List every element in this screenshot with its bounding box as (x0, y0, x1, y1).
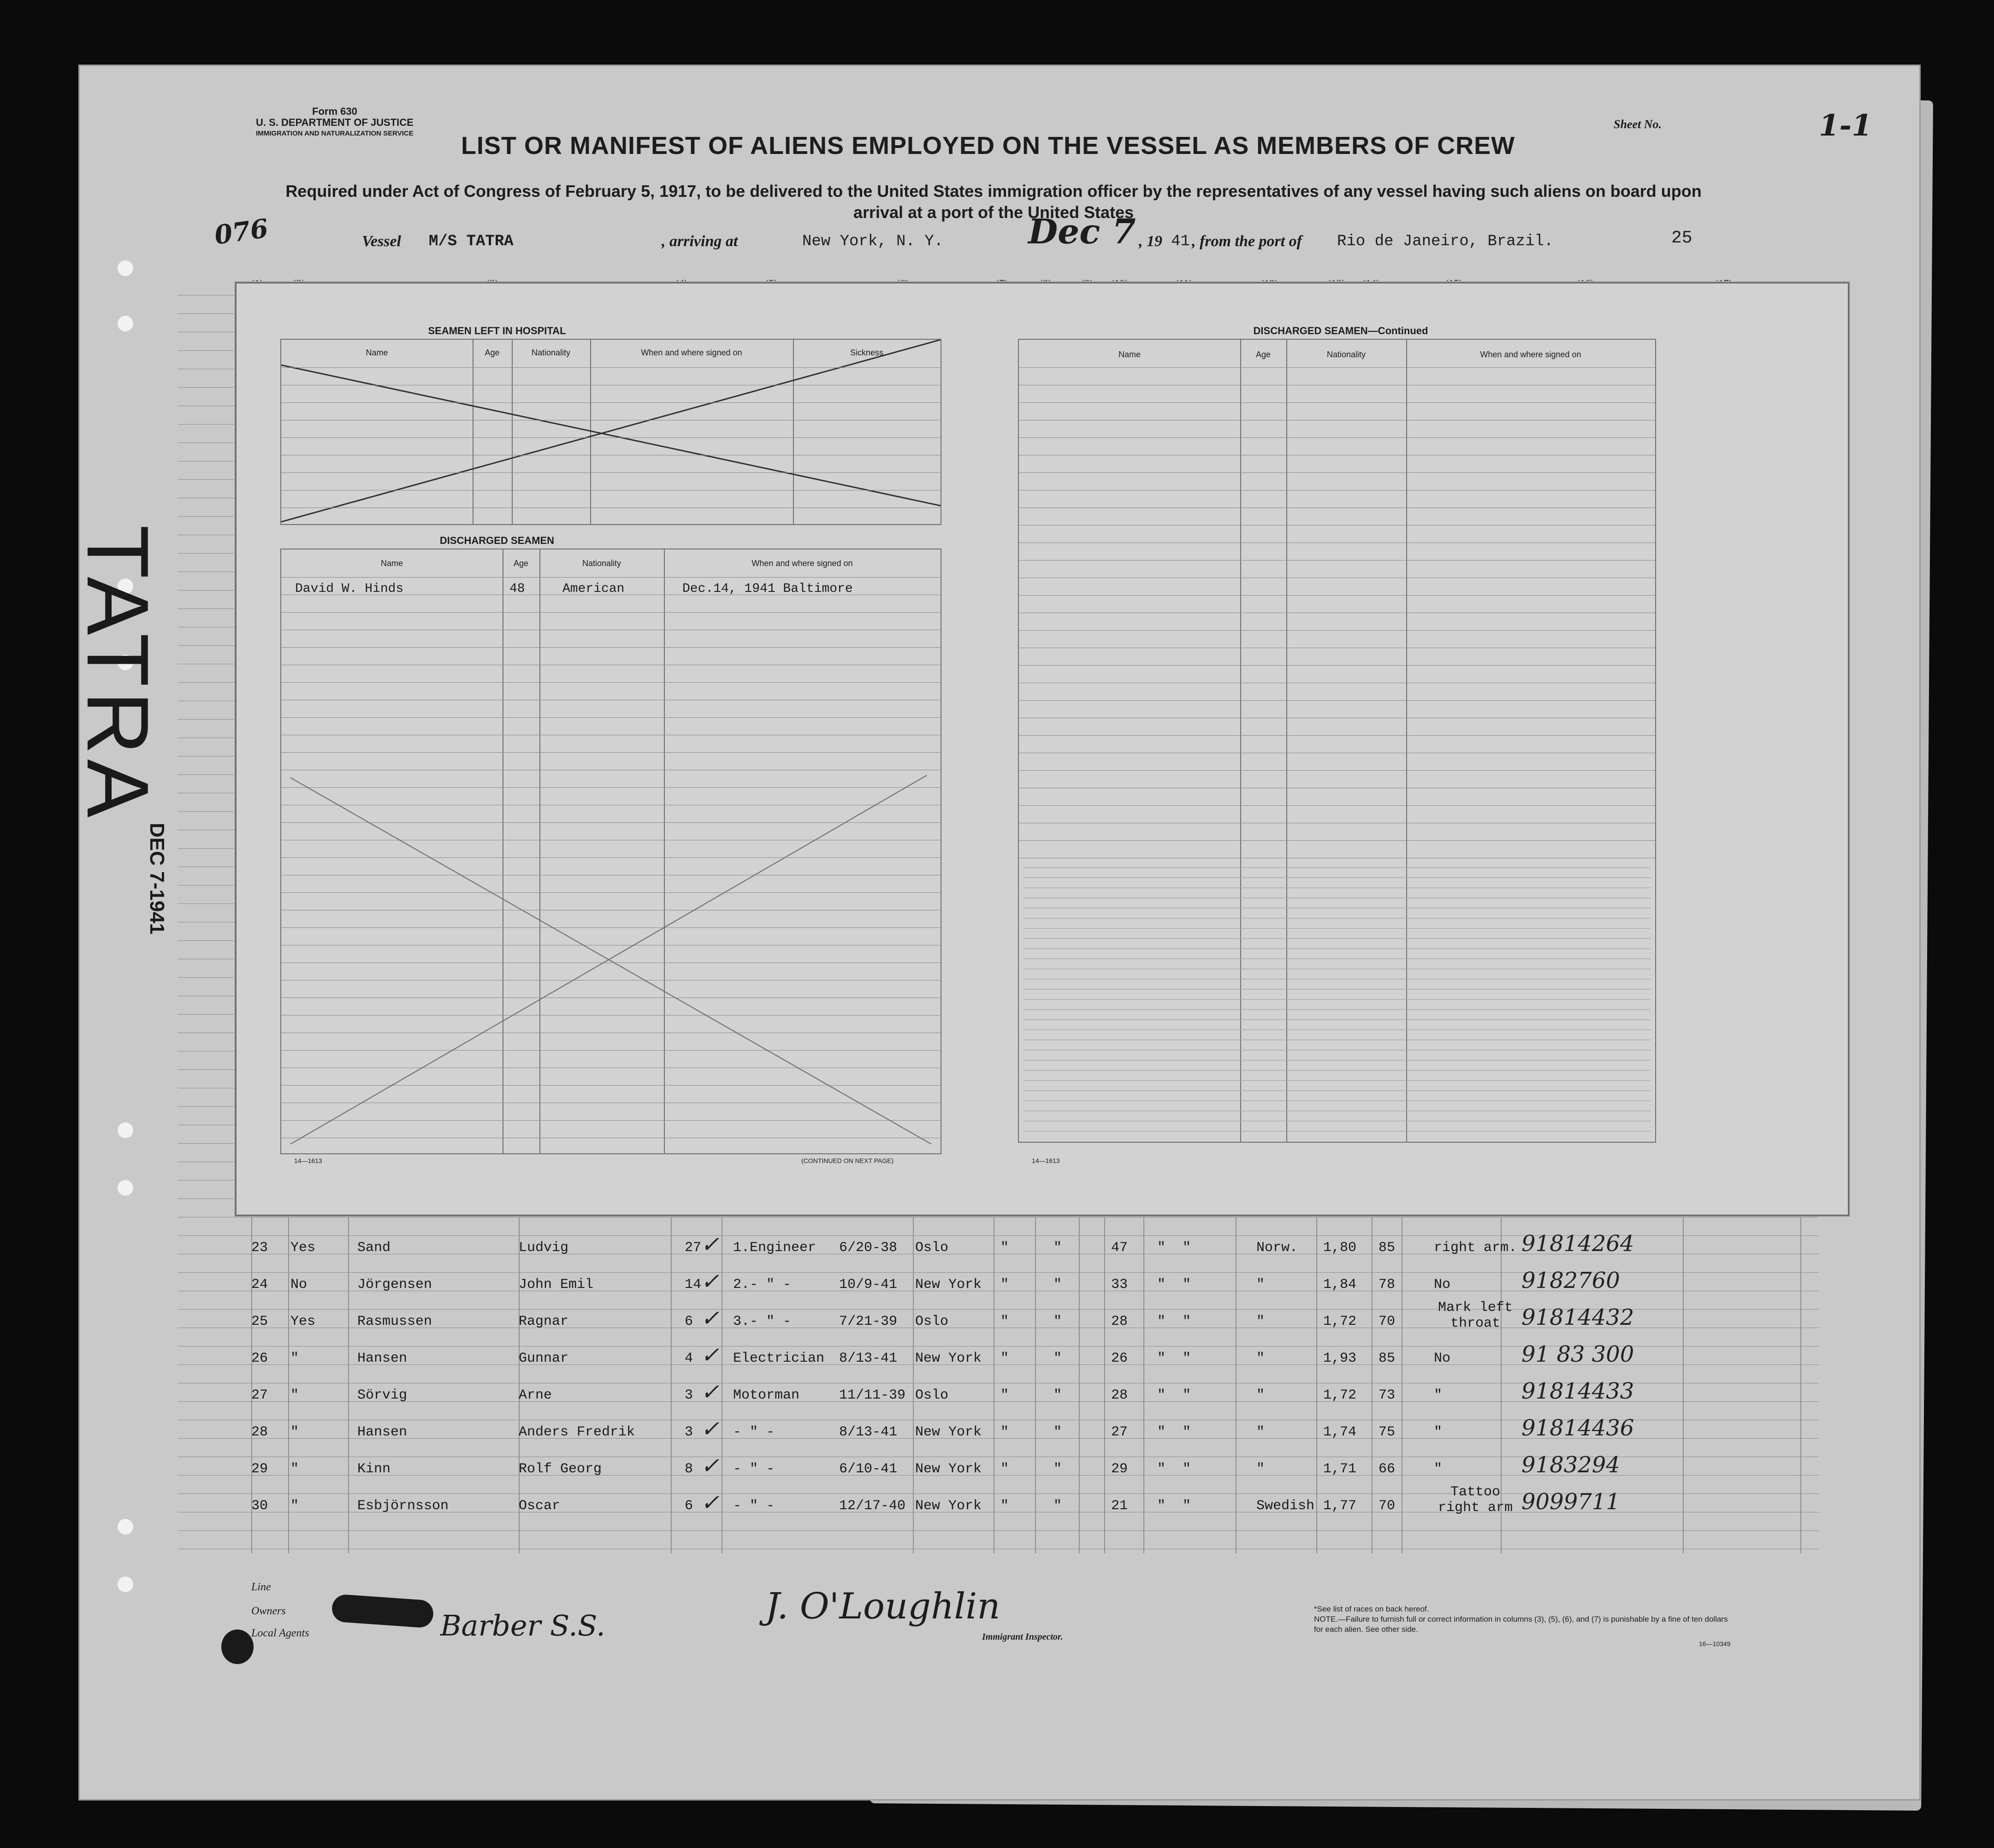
crew-cell-nationality: " (1256, 1351, 1265, 1366)
crew-cell-nationality: Swedish (1256, 1498, 1315, 1514)
hospital-table (280, 339, 941, 525)
crew-cell-given: Oscar (519, 1498, 561, 1514)
side-vessel-stamp: TATRA (69, 525, 166, 822)
crew-cell-inspector-hand: 91814433 (1521, 1378, 1634, 1404)
crew-cell-no: 23 (251, 1240, 268, 1256)
check-mark-icon: ✓ (701, 1269, 720, 1294)
footer-code: 16—10349 (1699, 1640, 1731, 1647)
crew-cell-nationality: " (1256, 1461, 1265, 1477)
table-rule (1019, 437, 1655, 438)
form-header-block (256, 106, 414, 139)
crew-cell-where: Oslo (915, 1314, 949, 1329)
crew-cell-given: Anders Fredrik (519, 1424, 635, 1440)
crew-cell-age: 26 (1111, 1351, 1128, 1366)
crew-cell-c11: " (1183, 1498, 1191, 1514)
crew-cell-c10: " (1157, 1351, 1166, 1366)
crew-cell-height: 1,77 (1323, 1498, 1357, 1514)
crew-cell-inspector-hand: 91814264 (1521, 1231, 1634, 1257)
crew-cell-weight: 85 (1379, 1240, 1396, 1256)
sheet-number-hand: 1-1 (1819, 108, 1872, 143)
crew-cell-nationality: Norw. (1256, 1240, 1298, 1256)
crew-cell-c11: " (1183, 1351, 1191, 1366)
punch-hole (118, 1576, 133, 1592)
crew-cell-height: 1,71 (1323, 1461, 1357, 1477)
crew-cell-years: 6 (685, 1314, 693, 1329)
crew-cell-c8: " (1053, 1351, 1062, 1366)
crew-cell-age: 28 (1111, 1314, 1128, 1329)
from-label: , from the port of (1192, 233, 1302, 250)
discharged-continued-table (1018, 339, 1656, 1143)
discharged-name: David W. Hinds (295, 582, 404, 596)
crew-cell-where: New York (915, 1277, 982, 1293)
crew-cell-height: 1,72 (1323, 1314, 1357, 1329)
crew-cell-where: Oslo (915, 1387, 949, 1403)
crew-cell-c11: " (1183, 1387, 1191, 1403)
crew-cell-c8: " (1053, 1498, 1062, 1514)
crew-cell-years: 3 (685, 1387, 693, 1403)
form-service: IMMIGRATION AND NATURALIZATION SERVICE (256, 130, 414, 137)
crew-cell-col2: Yes (290, 1314, 316, 1329)
punch-hole (118, 316, 133, 331)
crew-cell-inspector-hand: 9182760 (1521, 1268, 1620, 1293)
crew-cell-given: Arne (519, 1387, 552, 1403)
punch-hole (118, 1122, 133, 1138)
check-mark-icon: ✓ (701, 1490, 720, 1516)
crew-cell-surname: Rasmussen (357, 1314, 432, 1329)
left-form-code: 14—1613 (294, 1157, 322, 1164)
crew-cell-col2: " (290, 1424, 299, 1440)
crew-cell-signed: 8/13-41 (839, 1424, 898, 1440)
overlay-right-half (1018, 316, 1663, 1164)
table-rule (1019, 402, 1655, 403)
crew-cell-marks: Tattoo right arm (1438, 1484, 1513, 1516)
crew-cell-weight: 78 (1379, 1277, 1396, 1293)
crew-cell-years: 3 (685, 1424, 693, 1440)
discharged-table (280, 549, 941, 1154)
sheet-number-label: Sheet No. (1614, 118, 1662, 131)
table-rule (281, 367, 941, 368)
table-rule (1019, 665, 1655, 666)
crew-cell-where: New York (915, 1498, 982, 1514)
table-rule (1019, 840, 1655, 841)
races-note: *See list of races on back hereof. (1314, 1605, 1429, 1613)
hospital-header-age: Age (485, 348, 500, 357)
crew-cell-c8: " (1053, 1240, 1062, 1256)
check-mark-icon: ✓ (701, 1232, 720, 1258)
crew-cell-years: 8 (685, 1461, 693, 1477)
continued-note: (CONTINUED ON NEXT PAGE) (801, 1157, 894, 1164)
year-prefix: , 19 (1139, 233, 1162, 250)
fine-note: NOTE.—Failure to furnish full or correct information in columns (3), (5), (6), and (7) is punishable by a fine of ten dollars for each alien. See other side. (1314, 1615, 1728, 1634)
hospital-header-name: Name (366, 348, 388, 357)
check-mark-icon: ✓ (701, 1453, 720, 1479)
crew-cell-given: Rolf Georg (519, 1461, 602, 1477)
side-date-stamp: DEC 7-1941 (146, 823, 168, 935)
footer-note (1314, 1604, 1729, 1635)
crew-cell-weight: 70 (1379, 1314, 1396, 1329)
crew-cell-marks: No (1434, 1351, 1451, 1366)
cont-header-signed: When and where signed on (1480, 350, 1581, 359)
grid-row-rule (178, 1530, 1819, 1531)
discharged-signed: Dec.14, 1941 Baltimore (682, 582, 853, 596)
table-rule (1019, 472, 1655, 473)
discharged-header-age: Age (513, 559, 529, 568)
discharged-cross-out (281, 549, 941, 1153)
crew-cell-where: Oslo (915, 1240, 949, 1256)
crew-cell-c11: " (1183, 1314, 1191, 1329)
crew-cell-signed: 10/9-41 (839, 1277, 898, 1293)
crew-cell-signed: 8/13-41 (839, 1351, 898, 1366)
alien-count: 25 (1671, 228, 1692, 248)
form-department: U. S. DEPARTMENT OF JUSTICE (256, 117, 414, 128)
crew-changes-sheet (235, 282, 1849, 1216)
crew-cell-c10: " (1157, 1277, 1166, 1293)
crew-cell-marks: " (1434, 1424, 1443, 1440)
discharged-continued-title: DISCHARGED SEAMEN—Continued (1253, 325, 1428, 337)
overlay-left-half (280, 316, 935, 1164)
crew-cell-where: New York (915, 1351, 982, 1366)
crew-cell-weight: 70 (1379, 1498, 1396, 1514)
discharged-header-nationality: Nationality (582, 559, 621, 568)
agents-label: Local Agents (251, 1627, 309, 1639)
crew-cell-position: Electrician (733, 1351, 825, 1366)
crew-cell-c11: " (1183, 1424, 1191, 1440)
crew-cell-nationality: " (1256, 1314, 1265, 1329)
crew-cell-col2: No (290, 1277, 308, 1293)
crew-cell-height: 1,84 (1323, 1277, 1357, 1293)
discharged-header-signed: When and where signed on (751, 559, 853, 568)
crew-cell-nationality: " (1256, 1277, 1265, 1293)
crew-cell-c7: " (1000, 1424, 1009, 1440)
crew-cell-c10: " (1157, 1424, 1166, 1440)
ink-blot (221, 1630, 254, 1664)
crew-cell-inspector-hand: 9099711 (1521, 1489, 1620, 1515)
form-number: Form 630 (312, 106, 357, 117)
hospital-title: SEAMEN LEFT IN HOSPITAL (428, 325, 566, 337)
local-agents-hand: Barber S.S. (440, 1609, 605, 1642)
crew-cell-where: New York (915, 1461, 982, 1477)
crew-cell-signed: 11/11-39 (839, 1387, 906, 1403)
crew-cell-height: 1,80 (1323, 1240, 1357, 1256)
check-mark-icon: ✓ (701, 1342, 720, 1368)
crew-cell-no: 25 (251, 1314, 268, 1329)
crew-cell-c7: " (1000, 1461, 1009, 1477)
crew-cell-c10: " (1157, 1240, 1166, 1256)
table-rule (1019, 700, 1655, 701)
crew-cell-no: 29 (251, 1461, 268, 1477)
table-rule (1019, 367, 1655, 368)
crew-cell-marks: " (1434, 1387, 1443, 1403)
table-rule (1019, 630, 1655, 631)
discharged-title: DISCHARGED SEAMEN (439, 535, 555, 546)
crew-cell-inspector-hand: 91 83 300 (1521, 1341, 1634, 1367)
crew-cell-position: - " - (733, 1424, 775, 1440)
crew-cell-position: 1.Engineer (733, 1240, 817, 1256)
crew-cell-c7: " (1000, 1314, 1009, 1329)
crew-cell-marks: Mark left throat (1438, 1300, 1513, 1331)
crew-cell-given: John Emil (519, 1277, 594, 1293)
arriving-label: , arriving at (662, 233, 738, 250)
table-rule (1019, 560, 1655, 561)
crew-cell-c7: " (1000, 1240, 1009, 1256)
table-rule (281, 472, 941, 473)
crew-cell-inspector-hand: 91814432 (1521, 1305, 1634, 1330)
crew-cell-signed: 7/21-39 (839, 1314, 898, 1329)
crew-cell-c8: " (1053, 1277, 1062, 1293)
crew-cell-weight: 85 (1379, 1351, 1396, 1366)
crew-cell-position: 3.- " - (733, 1314, 792, 1329)
crew-cell-age: 27 (1111, 1424, 1128, 1440)
crew-cell-surname: Esbjörnsson (357, 1498, 449, 1514)
table-rule (281, 402, 941, 403)
crew-cell-given: Gunnar (519, 1351, 569, 1366)
crew-cell-surname: Jörgensen (357, 1277, 432, 1293)
crew-cell-signed: 6/20-38 (839, 1240, 898, 1256)
crew-cell-age: 33 (1111, 1277, 1128, 1293)
discharged-nationality: American (562, 582, 625, 596)
inspector-signature: J. O'Loughlin (765, 1586, 1000, 1627)
crew-cell-c10: " (1157, 1498, 1166, 1514)
crew-cell-position: - " - (733, 1498, 775, 1514)
line-label: Line (251, 1581, 271, 1593)
crew-cell-c8: " (1053, 1424, 1062, 1440)
crew-cell-weight: 66 (1379, 1461, 1396, 1477)
crew-cell-c11: " (1183, 1277, 1191, 1293)
crew-cell-c11: " (1183, 1461, 1191, 1477)
arrival-date-hand: Dec 7 (1028, 212, 1136, 252)
check-mark-icon: ✓ (701, 1416, 720, 1442)
crew-cell-inspector-hand: 91814436 (1521, 1415, 1634, 1441)
form-subtitle: Required under Act of Congress of February 5, 1917, to be delivered to the United States immigration officer by the representatives of any vessel having such aliens on board upon arrival at a port of the United States (285, 182, 1702, 222)
table-rule (281, 437, 941, 438)
crew-cell-surname: Hansen (357, 1424, 408, 1440)
crew-cell-c8: " (1053, 1461, 1062, 1477)
crew-cell-surname: Sörvig (357, 1387, 408, 1403)
crew-cell-years: 4 (685, 1351, 693, 1366)
crew-cell-no: 30 (251, 1498, 268, 1514)
cont-header-nationality: Nationality (1326, 350, 1366, 359)
crew-cell-given: Ragnar (519, 1314, 569, 1329)
cont-header-age: Age (1255, 350, 1271, 359)
vessel-name: M/S TATRA (429, 233, 514, 250)
crew-cell-signed: 12/17-40 (839, 1498, 906, 1514)
crew-cell-marks: " (1434, 1461, 1443, 1477)
hospital-header-nationality: Nationality (531, 348, 571, 357)
inspector-label: Immigrant Inspector. (982, 1632, 1063, 1642)
crew-cell-height: 1,74 (1323, 1424, 1357, 1440)
crew-cell-c10: " (1157, 1387, 1166, 1403)
crew-cell-surname: Hansen (357, 1351, 408, 1366)
punch-hole (118, 1519, 133, 1535)
form-title: LIST OR MANIFEST OF ALIENS EMPLOYED ON THE VESSEL AS MEMBERS OF CREW (461, 132, 1515, 159)
crew-cell-years: 6 (685, 1498, 693, 1514)
crew-cell-no: 26 (251, 1351, 268, 1366)
crew-cell-surname: Sand (357, 1240, 391, 1256)
owners-label: Owners (251, 1605, 286, 1617)
crew-cell-position: 2.- " - (733, 1277, 792, 1293)
crew-cell-c10: " (1157, 1461, 1166, 1477)
from-port: Rio de Janeiro, Brazil. (1337, 233, 1554, 250)
crew-cell-col2: " (290, 1387, 299, 1403)
year-suffix: 41 (1171, 233, 1190, 250)
crew-cell-where: New York (915, 1424, 982, 1440)
crew-cell-age: 28 (1111, 1387, 1128, 1403)
crew-cell-no: 27 (251, 1387, 268, 1403)
crew-cell-surname: Kinn (357, 1461, 391, 1477)
crew-cell-height: 1,72 (1323, 1387, 1357, 1403)
crew-cell-age: 29 (1111, 1461, 1128, 1477)
check-mark-icon: ✓ (701, 1379, 720, 1405)
table-rule (1019, 770, 1655, 771)
arriving-port: New York, N. Y. (802, 233, 944, 250)
crew-cell-col2: Yes (290, 1240, 316, 1256)
vessel-label: Vessel (362, 233, 401, 250)
hospital-header-signed: When and where signed on (641, 348, 742, 357)
crew-cell-marks: No (1434, 1277, 1451, 1293)
crew-cell-no: 28 (251, 1424, 268, 1440)
discharged-age: 48 (509, 582, 525, 596)
table-rule (1019, 735, 1655, 736)
bleed-through-text (1024, 861, 1651, 1137)
crew-cell-col2: " (290, 1351, 299, 1366)
crew-cell-signed: 6/10-41 (839, 1461, 898, 1477)
hospital-header-sickness: Sickness (850, 348, 884, 357)
crew-cell-years: 27 (685, 1240, 702, 1256)
crew-cell-col2: " (290, 1498, 299, 1514)
crew-cell-age: 47 (1111, 1240, 1128, 1256)
crew-cell-nationality: " (1256, 1387, 1265, 1403)
crew-cell-position: - " - (733, 1461, 775, 1477)
crew-cell-c7: " (1000, 1277, 1009, 1293)
corner-mark: 076 (212, 213, 270, 251)
crew-cell-c8: " (1053, 1387, 1062, 1403)
crew-cell-weight: 73 (1379, 1387, 1396, 1403)
crew-cell-age: 21 (1111, 1498, 1128, 1514)
table-rule (1019, 595, 1655, 596)
punch-hole (118, 260, 133, 276)
crew-cell-c8: " (1053, 1314, 1062, 1329)
check-mark-icon: ✓ (701, 1305, 720, 1331)
punch-hole (118, 1180, 133, 1196)
crew-cell-c10: " (1157, 1314, 1166, 1329)
crew-cell-position: Motorman (733, 1387, 800, 1403)
crew-cell-nationality: " (1256, 1424, 1265, 1440)
discharged-header-name: Name (380, 559, 403, 568)
crew-cell-years: 14 (685, 1277, 702, 1293)
table-rule (1019, 805, 1655, 806)
crew-cell-weight: 75 (1379, 1424, 1396, 1440)
crew-cell-col2: " (290, 1461, 299, 1477)
crew-cell-c11: " (1183, 1240, 1191, 1256)
crew-cell-inspector-hand: 9183294 (1521, 1452, 1620, 1478)
crew-cell-c7: " (1000, 1387, 1009, 1403)
crew-cell-given: Ludvig (519, 1240, 569, 1256)
crew-cell-no: 24 (251, 1277, 268, 1293)
crew-cell-c7: " (1000, 1498, 1009, 1514)
crew-cell-height: 1,93 (1323, 1351, 1357, 1366)
right-form-code: 14—1613 (1032, 1157, 1060, 1164)
crew-cell-c7: " (1000, 1351, 1009, 1366)
crew-cell-marks: right arm. (1434, 1240, 1517, 1256)
cont-header-name: Name (1118, 350, 1141, 359)
